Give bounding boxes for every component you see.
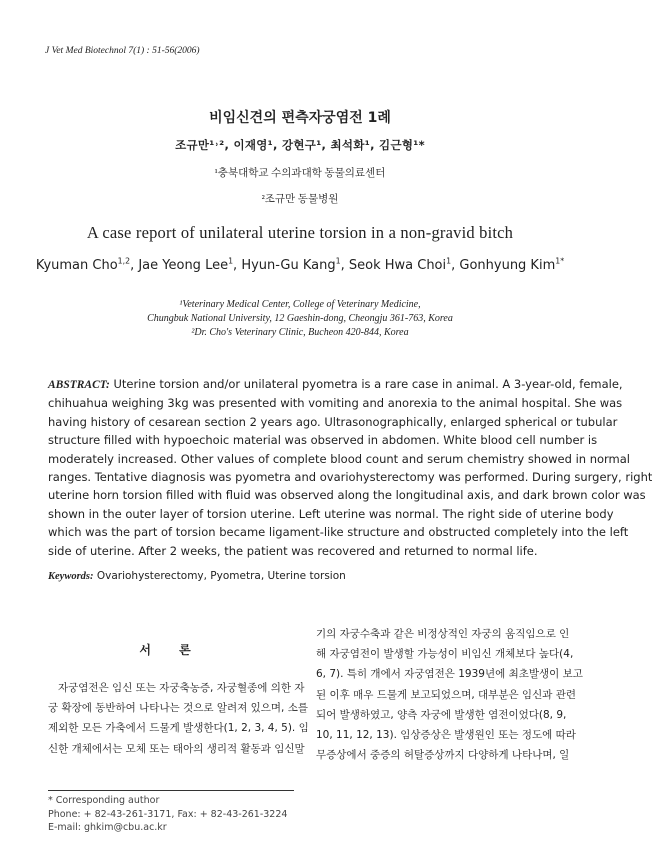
abstract-line: side of uterine. After 2 weeks, the patient was recovered and returned to normal life. <box>48 543 538 558</box>
abstract-line: which was the part of torsion became ligament-like structure and obstructed completely into the left <box>48 525 629 540</box>
body-column-left <box>48 678 309 759</box>
author-name: Hyun-Gu Kang <box>241 258 336 273</box>
author-affiliation-mark: 1 <box>446 256 452 266</box>
author-affiliation-mark: 1 <box>335 256 341 266</box>
abstract-line: uterine horn torsion filled with fluid was observed along the longitudinal axis, and dark brown color was <box>48 488 646 503</box>
english-affiliation-3: ²Dr. Cho's Veterinary Clinic, Bucheon 420-844, Korea <box>191 327 409 338</box>
body-line: 궁 확장에 동반하여 나타나는 것으로 알려져 있으며, 소를 <box>48 702 308 715</box>
body-line: 기의 자궁수축과 같은 비정상적인 자궁의 움직임으로 인 <box>316 628 570 640</box>
abstract-line: shown in the outer layer of torsion uterine. Left uterine was normal. The right side of uterine body <box>48 506 614 521</box>
body-line: 된 이후 매우 드물게 보고되었으며, 대부분은 임신과 관련 <box>316 688 576 701</box>
body-line: 6, 7). 특히 개에서 자궁염전은 1939년에 최초발생이 보고 <box>316 668 583 681</box>
author-name: Jae Yeong Lee <box>138 258 229 273</box>
korean-affiliation-2: ²조규만 동물병원 <box>261 194 339 205</box>
abstract-line: moderately increased. Other values of complete blood count and serum chemistry showed in normal <box>48 451 631 466</box>
body-column-right <box>316 624 583 765</box>
section-heading: 서 론 <box>139 643 203 657</box>
english-authors: Kyuman Cho$^{1,2}$, Jae Yeong Lee$^1$, Hyun-Gu Kang$^1$, Seok Hwa Choi$^1$, Gonhyung Kim$^{1*}$ <box>35 256 565 273</box>
korean-affiliation-1: ¹충북대학교 수의과대학 동물의료센터 <box>214 168 386 179</box>
author-affiliation-mark: 1* <box>555 256 565 266</box>
contact-phone-fax: Phone: + 82-43-261-3171, Fax: + 82-43-261-3224 <box>48 808 288 820</box>
author-name: Kyuman Cho <box>35 258 118 273</box>
footnote-divider <box>48 790 294 791</box>
author-affiliation-mark: 1,2 <box>117 256 131 266</box>
english-affiliation-1: ¹Veterinary Medical Center, College of Veterinary Medicine, <box>179 299 421 310</box>
abstract-line: ABSTRACT: Uterine torsion and/or unilateral pyometra is a rare case in animal. A 3-year-old, female, <box>48 377 623 391</box>
body-line: 자궁염전은 임신 또는 자궁축농증, 자궁혈종에 의한 자 <box>58 682 305 694</box>
keywords-heading: Keywords: <box>48 571 94 582</box>
english-title: A case report of unilateral uterine torsion in a non-gravid bitch <box>86 223 514 242</box>
author-affiliation-mark: 1 <box>228 256 234 266</box>
corresponding-author-note: * Corresponding author <box>48 795 160 806</box>
abstract-line: ranges. Tentative diagnosis was pyometra and ovariohysterectomy was performed. During surgery, right <box>48 470 652 485</box>
keywords <box>48 570 346 582</box>
journal-citation: J Vet Med Biotechnol 7(1) : 51-56(2006) <box>45 46 200 56</box>
body-line: 되어 발생하였고, 양측 자궁에 발생한 염전이었다(8, 9, <box>316 708 567 721</box>
abstract-line: having history of cesarean section 2 years ago. Ultrasonographically, enlarged spherical or tubular <box>48 414 618 429</box>
contact-email: E-mail: ghkim@cbu.ac.kr <box>48 822 167 833</box>
footnotes <box>48 794 287 835</box>
author-name: Gonhyung Kim <box>459 258 556 273</box>
body-line: 신한 개체에서는 모체 또는 태아의 생리적 활동과 임신말 <box>48 742 305 755</box>
english-affiliation-2: Chungbuk National University, 12 Gaeshin-dong, Cheongju 361-763, Korea <box>147 313 453 324</box>
abstract-line: chihuahua weighing 3kg was presented with vomiting and anorexia to the animal hospital. She was <box>48 396 623 411</box>
korean-title: 비임신견의 편측자궁염전 1례 <box>209 110 391 126</box>
abstract-heading: ABSTRACT: <box>48 379 110 391</box>
body-line: 무증상에서 중증의 허탈증상까지 다양하게 나타나며, 일 <box>316 749 570 762</box>
body-line: 10, 11, 12, 13). 임상증상은 발생원인 또는 정도에 따라 <box>316 729 576 742</box>
author-name: Seok Hwa Choi <box>348 258 447 273</box>
body-line: 해 자궁염전이 발생할 가능성이 비임신 개체보다 높다(4, <box>316 648 574 661</box>
body-line: 제외한 모든 가축에서 드물게 발생한다(1, 2, 3, 4, 5). 임 <box>48 722 309 735</box>
keywords-text: Ovariohysterectomy, Pyometra, Uterine torsion <box>96 570 346 582</box>
korean-authors: 조규만¹˒², 이재영¹, 강현구¹, 최석화¹, 김근형¹* <box>175 138 425 152</box>
abstract <box>48 375 652 560</box>
abstract-line: structure filled with hypoechoic material was observed in abdomen. White blood cell number is <box>48 433 598 448</box>
